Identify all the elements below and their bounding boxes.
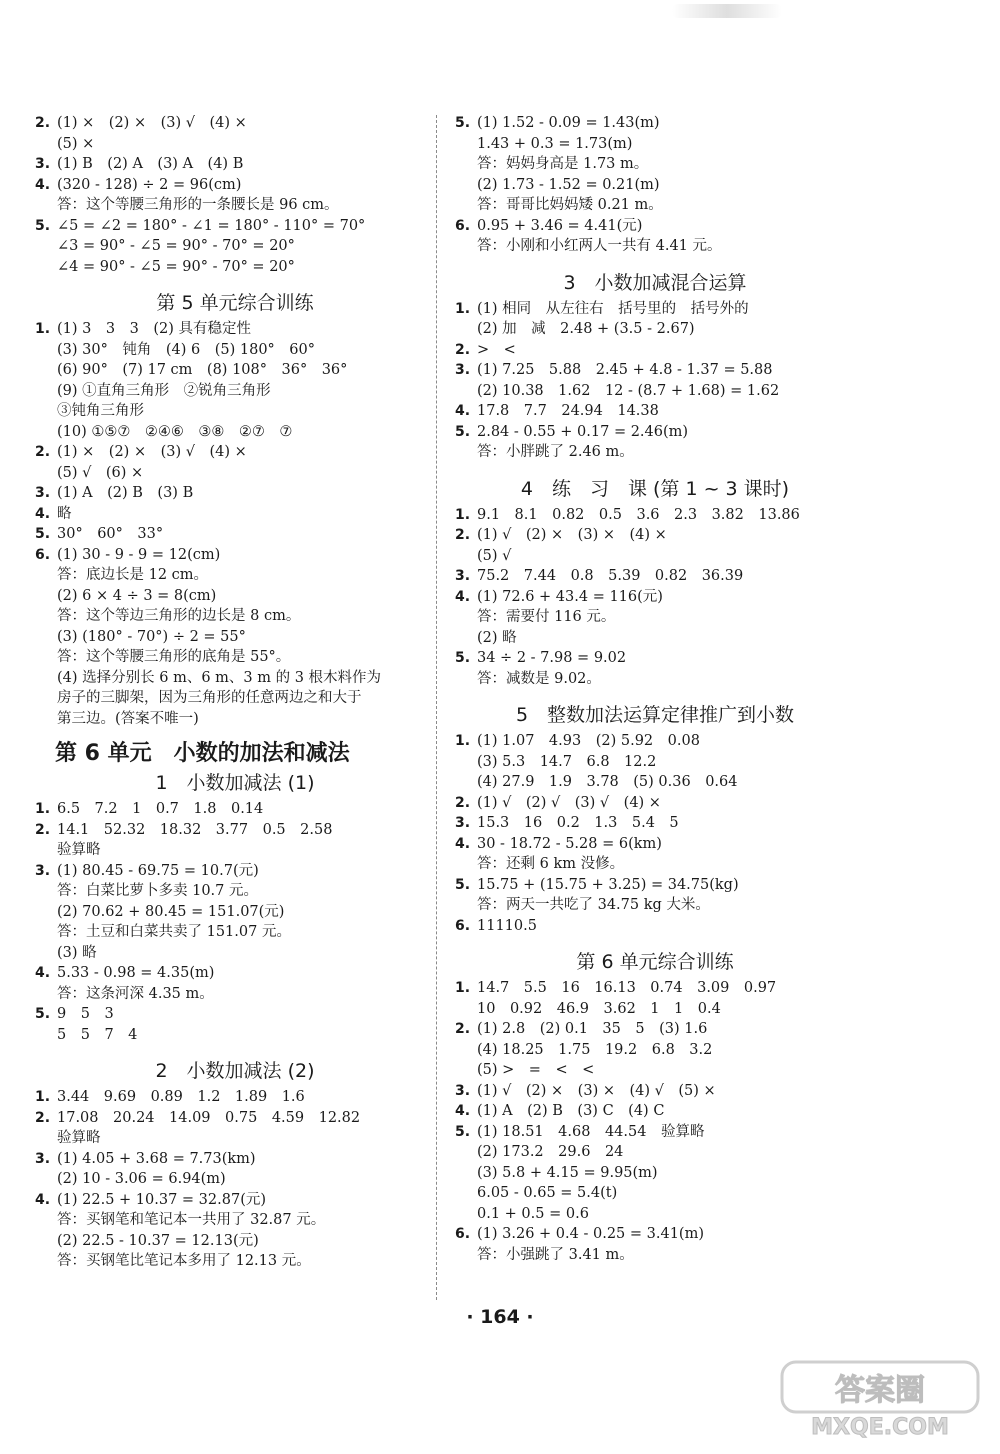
- question-number: 3.: [35, 485, 51, 501]
- answer-line: [35, 195, 435, 216]
- answer-text: 答：小强跳了 3.41 m。: [477, 1246, 634, 1263]
- answer-line: [455, 999, 855, 1020]
- answer-line: [455, 1019, 855, 1040]
- answer-text: 14.7 5.5 16 16.13 0.74 3.09 0.97: [477, 980, 777, 996]
- answer-text: (1) √ (2) × (3) × (4) √ (5) ×: [477, 1082, 716, 1099]
- answer-line: [35, 504, 435, 525]
- answer-line: [35, 134, 435, 155]
- answer-line: [455, 607, 855, 628]
- answer-line: [35, 606, 435, 627]
- answer-text: (6) 90° (7) 17 cm (8) 108° 36° 36°: [57, 362, 348, 378]
- answer-text: ∠4 = 90° - ∠5 = 90° - 70° = 20°: [57, 258, 295, 275]
- section-heading: 3 小数加减混合运算: [563, 271, 747, 294]
- answer-text: 6.5 7.2 1 0.7 1.8 0.14: [57, 801, 264, 817]
- answer-line: [455, 1224, 855, 1245]
- answer-text: 房子的三脚架，因为三角形的任意两边之和大于: [57, 690, 362, 706]
- question-number: 3.: [455, 1082, 471, 1099]
- answer-line: [455, 1204, 855, 1225]
- question-number: 2.: [455, 1021, 471, 1037]
- answer-line: [35, 442, 435, 463]
- answer-text: (1) B (2) A (3) A (4) B: [57, 156, 244, 172]
- question-number: 2.: [455, 794, 471, 811]
- answer-text: 答：这个等边三角形的边长是 8 cm。: [57, 608, 301, 624]
- answer-text: 答：这个等腰三角形的一条腰长是 96 cm。: [57, 197, 339, 213]
- question-number: 5.: [35, 1006, 51, 1022]
- answer-text: (3) (180° - 70°) ÷ 2 = 55°: [57, 628, 246, 645]
- answer-text: (1) 4.05 + 3.68 = 7.73(km): [57, 1150, 256, 1167]
- question-number: 1.: [455, 733, 471, 749]
- answer-text: 答：需要付 116 元。: [477, 609, 616, 625]
- answer-line: [455, 442, 855, 463]
- answer-line: [455, 216, 855, 237]
- answer-text: (1) 3 3 3 (2) 具有稳定性: [57, 321, 251, 337]
- answer-text: 75.2 7.44 0.8 5.39 0.82 36.39: [477, 568, 744, 584]
- answer-text: 2.84 - 0.55 + 0.17 = 2.46(m): [477, 423, 689, 440]
- question-number: 6.: [455, 217, 471, 234]
- answer-text: (1) √ (2) × (3) × (4) ×: [477, 527, 667, 543]
- answer-text: > <: [477, 341, 516, 358]
- answer-text: (5) √: [477, 547, 512, 564]
- answer-line: [35, 627, 435, 648]
- question-number: 1.: [35, 1089, 51, 1105]
- answer-line: [35, 175, 435, 196]
- answer-line: [455, 875, 855, 896]
- answer-text: (9) ①直角三角形 ②锐角三角形: [57, 382, 271, 399]
- answer-text: (5) > = < <: [477, 1062, 595, 1078]
- answer-line: [35, 340, 435, 361]
- answer-text: 答：土豆和白菜共卖了 151.07 元。: [57, 924, 291, 940]
- answer-line: [455, 340, 855, 361]
- answer-text: (1) 22.5 + 10.37 = 32.87(元): [57, 1191, 267, 1208]
- answer-text: (2) 6 × 4 ÷ 3 = 8(cm): [57, 587, 217, 604]
- answer-line: [455, 381, 855, 402]
- answer-line: [35, 1169, 435, 1190]
- answer-line: [35, 840, 435, 861]
- answer-line: [455, 299, 855, 320]
- answer-text: (3) 5.3 14.7 6.8 12.2: [477, 753, 657, 770]
- question-number: 3.: [35, 862, 51, 879]
- answer-line: [35, 524, 435, 545]
- answer-line: [455, 978, 855, 999]
- column-divider: [436, 115, 437, 1300]
- question-number: 4.: [35, 1191, 51, 1208]
- answer-text: (1) 1.07 4.93 (2) 5.92 0.08: [477, 733, 700, 749]
- section-heading: 第 6 单元 小数的加法和减法: [55, 741, 350, 766]
- answer-line: [455, 587, 855, 608]
- left-column: [35, 113, 435, 1272]
- answer-text: (1) 80.45 - 69.75 = 10.7(元): [57, 862, 259, 879]
- answer-line: [35, 381, 435, 402]
- answer-line: [35, 861, 435, 882]
- answer-line: [35, 1149, 435, 1170]
- answer-line: [35, 688, 435, 709]
- answer-line: [455, 752, 855, 773]
- answer-text: ③钝角三角形: [57, 403, 144, 419]
- answer-text: 5 5 7 4: [57, 1026, 138, 1043]
- answer-text: 答：买钢笔和笔记本一共用了 32.87 元。: [57, 1212, 326, 1228]
- answer-text: (1) A (2) B (3) C (4) C: [477, 1103, 665, 1119]
- answer-line: [35, 963, 435, 984]
- question-number: 1.: [455, 980, 471, 996]
- answer-line: [35, 113, 435, 134]
- right-column: [455, 113, 855, 1265]
- answer-line: [35, 401, 435, 422]
- answer-line: [35, 1025, 435, 1046]
- answer-text: (2) 加 减 2.48 + (3.5 - 2.67): [477, 321, 695, 337]
- answer-text: 略: [57, 505, 72, 522]
- answer-text: 答：减数是 9.02。: [477, 670, 601, 687]
- answer-text: (1) 2.8 (2) 0.1 35 5 (3) 1.6: [477, 1021, 708, 1037]
- answer-text: 答：白菜比萝卜多卖 10.7 元。: [57, 883, 259, 899]
- answer-text: 9.1 8.1 0.82 0.5 3.6 2.3 3.82 13.86: [477, 506, 800, 523]
- answer-text: (1) A (2) B (3) B: [57, 485, 194, 501]
- answer-line: [455, 566, 855, 587]
- section-heading: 第 6 单元综合训练: [576, 951, 734, 973]
- question-number: 1.: [35, 801, 51, 817]
- answer-line: [35, 154, 435, 175]
- answer-line: [455, 154, 855, 175]
- answer-line: [35, 799, 435, 820]
- question-number: 3.: [35, 156, 51, 172]
- answer-text: 15.75 + (15.75 + 3.25) = 34.75(kg): [477, 876, 739, 893]
- answer-line: [455, 854, 855, 875]
- answer-text: 6.05 - 0.65 = 5.4(t): [477, 1185, 618, 1201]
- answer-line: [455, 422, 855, 443]
- answer-line: [455, 793, 855, 814]
- answer-text: (2) 22.5 - 10.37 = 12.13(元): [57, 1232, 259, 1249]
- answer-line: [455, 628, 855, 649]
- section-heading: 5 整数加法运算定律推广到小数: [515, 704, 795, 726]
- answer-text: ∠5 = ∠2 = 180° - ∠1 = 180° - 110° = 70°: [57, 217, 366, 234]
- answer-line: [35, 236, 435, 257]
- answer-text: (1) × (2) × (3) √ (4) ×: [57, 115, 247, 131]
- answer-line: [455, 360, 855, 381]
- question-number: 2.: [35, 115, 51, 131]
- answer-line: [35, 668, 435, 689]
- question-number: 3.: [455, 362, 471, 378]
- answer-text: 第三边。(答案不唯一): [57, 710, 199, 727]
- answer-text: 答：妈妈身高是 1.73 m。: [477, 156, 649, 172]
- answer-text: (4) 27.9 1.9 3.78 (5) 0.36 0.64: [477, 774, 738, 790]
- answer-text: (1) √ (2) √ (3) √ (4) ×: [477, 794, 661, 811]
- answer-line: [455, 1081, 855, 1102]
- answer-line: [455, 1060, 855, 1081]
- answer-line: [35, 483, 435, 504]
- answer-text: (5) ×: [57, 135, 95, 152]
- answer-text: 答：哥哥比妈妈矮 0.21 m。: [477, 197, 663, 213]
- question-number: 1.: [455, 506, 471, 523]
- answer-line: [455, 1142, 855, 1163]
- answer-text: (2) 1.73 - 1.52 = 0.21(m): [477, 176, 660, 193]
- watermark-bottom-text: MXQE.COM: [811, 1415, 949, 1440]
- answer-line: [455, 1163, 855, 1184]
- answer-line: [455, 916, 855, 937]
- answer-line: [35, 257, 435, 278]
- answer-line: [35, 943, 435, 964]
- answer-line: [35, 902, 435, 923]
- answer-text: (1) 相同 从左往右 括号里的 括号外的: [477, 300, 749, 317]
- answer-line: [455, 1122, 855, 1143]
- answer-text: 答：小刚和小红两人一共有 4.41 元。: [477, 238, 722, 254]
- answer-line: [35, 586, 435, 607]
- answer-line: [455, 236, 855, 257]
- answer-text: 1.43 + 0.3 = 1.73(m): [477, 135, 633, 152]
- answer-text: (1) 3.26 + 0.4 - 0.25 = 3.41(m): [477, 1226, 704, 1242]
- section-heading: 第 5 单元综合训练: [156, 292, 314, 314]
- answer-text: (1) 72.6 + 43.4 = 116(元): [477, 588, 663, 605]
- answer-line: [35, 1128, 435, 1149]
- answer-text: 15.3 16 0.2 1.3 5.4 5: [477, 815, 679, 831]
- answer-line: [455, 195, 855, 216]
- page-number: · 164 ·: [466, 1306, 534, 1328]
- answer-text: (4) 18.25 1.75 19.2 6.8 3.2: [477, 1041, 713, 1058]
- question-number: 3.: [455, 815, 471, 831]
- answer-line: [35, 1251, 435, 1272]
- answer-line: [35, 422, 435, 443]
- answer-line: [455, 113, 855, 134]
- scan-smudge: [672, 4, 782, 18]
- section-heading: 2 小数加减法 (2): [155, 1060, 315, 1082]
- answer-line: [35, 820, 435, 841]
- question-number: 4.: [455, 1103, 471, 1119]
- answer-text: 0.95 + 3.46 = 4.41(元): [477, 217, 643, 234]
- answer-text: 验算略: [57, 842, 101, 858]
- answer-text: (1) 30 - 9 - 9 = 12(cm): [57, 546, 221, 563]
- answer-text: 34 ÷ 2 - 7.98 = 9.02: [477, 650, 627, 666]
- question-number: 5.: [455, 115, 471, 131]
- answer-line: [35, 647, 435, 668]
- answer-line: [455, 731, 855, 752]
- section-heading: 4 练 习 课 (第 1 ~ 3 课时): [520, 477, 790, 500]
- question-number: 4.: [455, 835, 471, 852]
- question-number: 5.: [35, 217, 51, 234]
- answer-text: (2) 略: [477, 629, 517, 646]
- answer-line: [455, 895, 855, 916]
- answer-line: [455, 134, 855, 155]
- question-number: 1.: [35, 321, 51, 337]
- question-number: 4.: [455, 403, 471, 419]
- answer-line: [35, 922, 435, 943]
- question-number: 1.: [455, 300, 471, 317]
- answer-text: 11110.5: [477, 917, 537, 934]
- answer-line: [35, 360, 435, 381]
- answer-line: [35, 545, 435, 566]
- answer-line: [35, 984, 435, 1005]
- question-number: 2.: [35, 1109, 51, 1126]
- answer-text: (2) 173.2 29.6 24: [477, 1144, 624, 1160]
- question-number: 4.: [455, 588, 471, 605]
- answer-line: [35, 881, 435, 902]
- answer-text: (3) 略: [57, 944, 97, 961]
- answer-line: [455, 1245, 855, 1266]
- answer-line: [455, 1040, 855, 1061]
- answer-line: [455, 813, 855, 834]
- answer-line: [35, 319, 435, 340]
- answer-text: (320 - 128) ÷ 2 = 96(cm): [57, 176, 242, 193]
- question-number: 3.: [35, 1150, 51, 1167]
- question-number: 4.: [35, 176, 51, 193]
- answer-text: 验算略: [57, 1130, 101, 1146]
- answer-text: (3) 5.8 + 4.15 = 9.95(m): [477, 1164, 658, 1181]
- answer-text: 答：这个等腰三角形的底角是 55°。: [57, 649, 291, 665]
- question-number: 2.: [455, 341, 471, 358]
- question-number: 5.: [455, 1123, 471, 1140]
- answer-text: 答：还剩 6 km 没修。: [477, 856, 625, 872]
- answer-text: 30° 60° 33°: [57, 526, 164, 542]
- answer-text: 17.8 7.7 24.94 14.38: [477, 403, 659, 419]
- question-number: 6.: [455, 917, 471, 934]
- answer-line: [455, 669, 855, 690]
- answer-line: [455, 546, 855, 567]
- answer-text: (2) 10 - 3.06 = 6.94(m): [57, 1171, 226, 1187]
- answer-line: [35, 463, 435, 484]
- answer-text: (1) 7.25 5.88 2.45 + 4.8 - 1.37 = 5.88: [477, 362, 773, 378]
- answer-line: [35, 216, 435, 237]
- answer-text: (1) 1.52 - 0.09 = 1.43(m): [477, 115, 660, 131]
- answer-text: (1) × (2) × (3) √ (4) ×: [57, 444, 247, 460]
- answer-text: (3) 30° 钝角 (4) 6 (5) 180° 60°: [57, 341, 315, 358]
- question-number: 5.: [455, 650, 471, 666]
- question-number: 3.: [455, 568, 471, 584]
- section-heading: 1 小数加减法 (1): [155, 772, 315, 794]
- question-number: 5.: [455, 876, 471, 893]
- answer-line: [455, 319, 855, 340]
- answer-text: 答：买钢笔比笔记本多用了 12.13 元。: [57, 1253, 311, 1269]
- answer-text: (4) 选择分别长 6 m、6 m、3 m 的 3 根木料作为: [57, 669, 382, 686]
- answer-text: 3.44 9.69 0.89 1.2 1.89 1.6: [57, 1089, 305, 1105]
- answer-text: 14.1 52.32 18.32 3.77 0.5 2.58: [57, 821, 333, 838]
- answer-text: 17.08 20.24 14.09 0.75 4.59 12.82: [57, 1109, 361, 1126]
- answer-line: [455, 505, 855, 526]
- answer-text: 答：这条河深 4.35 m。: [57, 985, 214, 1002]
- question-number: 4.: [35, 505, 51, 522]
- answer-line: [35, 1087, 435, 1108]
- answer-line: [455, 834, 855, 855]
- answer-text: 答：底边长是 12 cm。: [57, 567, 209, 583]
- answer-text: 10 0.92 46.9 3.62 1 1 0.4: [477, 1000, 721, 1017]
- watermark-top-text: 答案圈: [835, 1373, 925, 1408]
- answer-text: (5) √ (6) ×: [57, 464, 144, 481]
- question-number: 5.: [455, 423, 471, 440]
- answer-text: 9 5 3: [57, 1006, 114, 1022]
- answer-line: [455, 648, 855, 669]
- answer-text: (10) ①⑤⑦ ②④⑥ ③⑧ ②⑦ ⑦: [57, 423, 293, 440]
- watermark-logo: [780, 1360, 980, 1440]
- answer-line: [455, 1183, 855, 1204]
- answer-line: [455, 525, 855, 546]
- answer-line: [35, 1108, 435, 1129]
- question-number: 5.: [35, 526, 51, 542]
- question-number: 6.: [455, 1226, 471, 1242]
- question-number: 4.: [35, 965, 51, 981]
- question-number: 2.: [455, 527, 471, 543]
- answer-line: [35, 1210, 435, 1231]
- answer-line: [35, 1004, 435, 1025]
- answer-line: [35, 1190, 435, 1211]
- question-number: 6.: [35, 546, 51, 563]
- answer-text: 答：两天一共吃了 34.75 kg 大米。: [477, 897, 710, 913]
- answer-text: 5.33 - 0.98 = 4.35(m): [57, 965, 215, 981]
- answer-text: 30 - 18.72 - 5.28 = 6(km): [477, 835, 662, 852]
- answer-text: (2) 10.38 1.62 12 - (8.7 + 1.68) = 1.62: [477, 382, 780, 399]
- answer-line: [35, 565, 435, 586]
- question-number: 2.: [35, 444, 51, 460]
- answer-line: [455, 175, 855, 196]
- answer-line: [455, 1101, 855, 1122]
- answer-text: 答：小胖跳了 2.46 m。: [477, 444, 634, 460]
- answer-line: [35, 709, 435, 730]
- answer-line: [455, 772, 855, 793]
- answer-line: [35, 1231, 435, 1252]
- answer-text: (2) 70.62 + 80.45 = 151.07(元): [57, 903, 285, 920]
- answer-text: 0.1 + 0.5 = 0.6: [477, 1205, 589, 1222]
- question-number: 2.: [35, 821, 51, 838]
- answer-line: [455, 401, 855, 422]
- answer-text: ∠3 = 90° - ∠5 = 90° - 70° = 20°: [57, 238, 295, 254]
- answer-text: (1) 18.51 4.68 44.54 验算略: [477, 1123, 705, 1140]
